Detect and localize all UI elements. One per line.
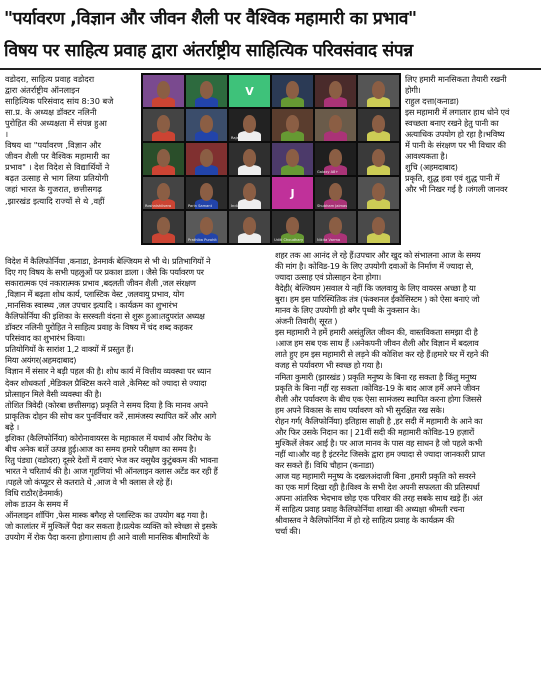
left-line: साहित्यिक परिसंवाद सांय 8:30 बजे <box>5 96 114 107</box>
participant-body <box>195 97 218 107</box>
participant-initial: J <box>290 186 295 200</box>
body-left-line: ,मानसिक स्वास्थ्य ,जल उपचार इत्यादि । कार्यक्रम का शुभारंभ <box>5 300 178 311</box>
participant-body <box>195 131 218 141</box>
body-right-line: नमिता कुमारी (झारखंड ) प्रकृति मनुष्य के बिना रह सकता है किंतु मनुष्य <box>275 371 477 382</box>
body-left-line: प्रोत्साहन मिले वैसी व्यवस्था की है। <box>5 388 102 399</box>
body-right-line: चर्चा की। <box>275 526 301 537</box>
participant-tile <box>358 211 399 243</box>
body-left-line: प्रतियोगियों के सारांश 1,2 वाक्यों में प्रस्तुत हैं। <box>5 344 134 355</box>
body-left-line: मिया अयंगर(अहमदाबाद) <box>5 355 77 366</box>
participant-face <box>200 115 214 133</box>
right-line: में पानी के संरक्षण पर भी विचार की <box>405 140 506 151</box>
participant-tile <box>272 211 313 243</box>
body-left-line: ,विज्ञान में बढ़ता शोध कार्य, प्लास्टिक वेस्ट ,जलवायु प्रभाव, योग <box>5 289 184 300</box>
body-left-line: बीच अनेक बातें उत्पन्न हुई।आज का समय हमारे परीक्षण का समय है। <box>5 443 197 454</box>
body-right-line: की मांग है। कोविड-19 के लिए उपयोगी दवाओं के निर्माण में ज्यादा से, <box>275 261 474 272</box>
headline: "पर्यावरण ,विज्ञान और जीवन शैली पर वैश्विक महामारी का प्रभाव" <box>4 9 417 29</box>
participant-face <box>329 217 343 235</box>
participant-face <box>372 149 386 167</box>
body-right-line: वैदेही( बेल्जियम )सवाल ये नहीं कि जलवायु के लिए वायरस अच्छा है या <box>275 283 476 294</box>
participant-tile <box>143 177 184 209</box>
participant-face <box>200 217 214 235</box>
participant-tile <box>315 177 356 209</box>
body-left-line: तोशित त्रिवेदी (कोरबा छत्तीसगढ़) प्रकृति ने समय दिया है कि मानव अपने <box>5 399 208 410</box>
participant-tile <box>358 109 399 141</box>
body-right-line: अंजनी तिवारी( सूरत ) <box>275 316 338 327</box>
left-line: प्रभाव" । देश विदेश से विद्यार्थियों ने <box>5 162 110 173</box>
participant-body <box>324 131 347 141</box>
participant-body <box>281 165 304 175</box>
participant-face <box>372 115 386 133</box>
participant-tile <box>186 143 227 175</box>
participant-face <box>329 81 343 99</box>
left-line: जहां भारत के गुजरात, छत्तीसगढ़ <box>5 184 102 195</box>
body-left-line: ।पहले जो कंप्यूटर से कतराते थे ,आज वे भी क्लास ले रहे हैं। <box>5 476 173 487</box>
participant-face <box>157 149 171 167</box>
participant-tile <box>272 75 313 107</box>
participant-body <box>152 233 175 243</box>
left-line: ,झारखंड इत्यादि राज्यों से थे ,वहीं <box>5 195 105 206</box>
left-line: वडोदरा, साहित्य प्रवाह वडोदरा <box>5 74 95 84</box>
participant-face <box>157 183 171 201</box>
participant-face <box>157 115 171 133</box>
right-line: अत्याधिक उपयोग हो रहा है।भविष्य <box>405 129 505 140</box>
participant-face <box>243 115 257 133</box>
participant-face <box>286 81 300 99</box>
body-right-line: इस महामारी ने हमें हमारी असंतुलित जीवन की, वास्तविकता समझा दी है <box>275 327 478 338</box>
body-left-line: उपयोग में रोक पैदा करना होगा।साथ ही आने वाली मानसिक बीमारियों के <box>5 532 209 543</box>
participant-name: Uditi Choudhary <box>274 238 304 242</box>
right-line: लिए हमारी मानसिकता तैयारी रखनी <box>405 74 507 84</box>
body-right-line: नहीं था।और वह है इंटरनेट जिसके द्वारा हम ज्यादा से ज्यादा जानकारी प्राप्त <box>275 448 485 459</box>
right-line: राहुल दत्ता(कनाडा) <box>405 96 459 107</box>
left-column <box>5 74 138 207</box>
participant-body <box>152 97 175 107</box>
participant-face <box>372 183 386 201</box>
body-right-line: आज यह महामारी मनुष्य के दखलअंदाजी बिना ,हमारी प्रकृति को सवरने <box>275 470 476 481</box>
body-left-line: ऑनलाइन शॉपिंग ,फेस मास्क बगैरह से प्लास्टिक का उपयोग बढ़ गया है। <box>5 510 208 521</box>
body-right <box>275 250 537 537</box>
body-right-line: और फिर उसके निदान का | 21वीं सदी की महामारी कोविड-19 हज़ारों <box>275 426 474 437</box>
participant-body <box>152 131 175 141</box>
right-line: आवश्यकता है। <box>405 151 448 162</box>
participant-face <box>200 81 214 99</box>
left-line: । <box>5 129 9 140</box>
participant-tile <box>229 75 270 107</box>
right-line: शुचि (अहमदाबाद) <box>405 162 458 173</box>
participant-tile <box>229 211 270 243</box>
participant-tile <box>315 109 356 141</box>
body-left-line: इशिका (कैलिफोर्निया) कोरोनावायरस के महाकाल में यथार्थ और विरोध के <box>5 432 211 443</box>
participant-tile <box>272 177 313 209</box>
participant-tile <box>272 109 313 141</box>
body-right-line: अपना आंतरिक भेदभाव छोड़ एक परिवार की तरह सबके साथ खड़े हैं। अंत <box>275 493 483 504</box>
participant-face <box>329 115 343 133</box>
participant-face <box>372 217 386 235</box>
left-line: द्वारा अंतर्राष्ट्रीय ऑनलाइन <box>5 85 80 96</box>
participant-body <box>152 165 175 175</box>
participant-tile <box>186 211 227 243</box>
left-line: बढ़त उत्साह से भाग लिया प्रतियोगी <box>5 173 109 184</box>
participant-face <box>286 217 300 235</box>
right-column <box>405 74 538 196</box>
right-line: और भी निखर गई है ।जंगली जानवर <box>405 184 508 195</box>
body-left-line: दिए गए विषय के सभी पहलुओं पर प्रकाश डाला । जैसे कि पर्यावरण पर <box>5 267 204 278</box>
participant-body <box>367 165 390 175</box>
participant-tile <box>315 75 356 107</box>
participant-face <box>286 115 300 133</box>
body-left-line: प्राकृतिक दोहन की सोच कर पुनर्विचार करें ,सामंजस्य स्थापित करें और आगे <box>5 410 217 421</box>
participant-body <box>367 131 390 141</box>
body-left-line: विदेश में कैलिफोर्निया ,कनाडा, डेनमार्क बेल्जियम से भी थे। प्रतिभागियों ने <box>5 256 211 266</box>
participant-tile <box>186 109 227 141</box>
body-right-line: शहर तक आ आनंद ले रहे हैं।उपचार और खुद को संभालना आज के समय <box>275 250 481 260</box>
body-right-line: का एक मार्ग दिखा रही है।विश्व के सभी देश अपनी सफलता की प्रतिस्पर्धा <box>275 481 480 492</box>
body-left-line: परिसंवाद का शुभारंभ किया। <box>5 333 85 344</box>
video-conference-photo <box>141 73 401 245</box>
participant-body <box>195 165 218 175</box>
participant-tile <box>315 143 356 175</box>
subheadline: विषय पर साहित्य प्रवाह द्वारा अंतर्राष्ट्रीय साहित्यिक परिवसंवाद संपन्न <box>4 41 413 61</box>
participant-tile <box>143 211 184 243</box>
participant-face <box>286 149 300 167</box>
left-line: जीवन शैली पर वैश्विक महामारी का <box>5 151 110 162</box>
headline-divider <box>0 68 541 70</box>
participant-name: Galaxy A8+ <box>317 170 339 174</box>
body-right-line: मानव के लिए उपयोगी हो बगैर पृथ्वी के नुकसान के। <box>275 305 420 316</box>
participant-face <box>243 183 257 201</box>
participant-body <box>281 97 304 107</box>
participant-name: Rajesh <box>231 136 243 140</box>
body-right-line: मुश्किलें लेकर आई है। पर आज मानव के पास वह साधन है जो पहले कभी <box>275 437 482 448</box>
right-line: स्वच्छता बनाए रखने हेतु पानी का <box>405 118 499 129</box>
participant-tile <box>229 109 270 141</box>
participant-name: Prathiba Purohit <box>188 238 217 242</box>
participant-body <box>367 233 390 243</box>
participant-tile <box>229 177 270 209</box>
participant-name: Parin Samant <box>188 204 212 208</box>
participant-tile <box>358 177 399 209</box>
body-left-line: रितु पंड्या (वडोदरा) दूसरे देशों में दवाएं भेज कर वसुधैव कुटुंबकम की भावना <box>5 454 218 465</box>
participant-face <box>243 217 257 235</box>
participant-name: Roshnishilvera <box>145 204 172 208</box>
body-right-line: बुरा। हम इस पारिस्थितिक तंत्र (फंक्शनल ईकोसिस्टम ) को ऐसा बनाएं जो <box>275 294 480 305</box>
participant-tile <box>358 143 399 175</box>
participant-face <box>329 149 343 167</box>
participant-body <box>367 97 390 107</box>
participant-face <box>329 183 343 201</box>
participant-name: India Garg <box>231 204 250 208</box>
participant-tile <box>272 143 313 175</box>
participant-body <box>238 165 261 175</box>
body-left-line: कैलिफोर्निया की इशिका के सरस्वती वंदना से शुरू हुआ।तदुपरांत अध्यक्ष <box>5 311 205 322</box>
left-line: विषय था "पर्यावरण ,विज्ञान और <box>5 140 101 151</box>
body-left <box>5 256 275 543</box>
body-right-line: ज्यादा उत्साह एवं प्रोत्साहन देना होगा। <box>275 272 381 283</box>
left-line: सा.प्र. के अध्यक्ष डॉक्टर नलिनी <box>5 107 97 118</box>
participant-face <box>157 81 171 99</box>
participant-tile <box>358 75 399 107</box>
participant-face <box>372 81 386 99</box>
body-right-line: प्रकृति के बिना नहीं रह सकता ।कोविड-19 के बाद आज हमें अपने जीवन <box>275 382 480 393</box>
participant-tile <box>143 109 184 141</box>
right-line: इस महामारी में लगातार हाथ धोने एवं <box>405 107 510 118</box>
participant-tile <box>186 177 227 209</box>
participant-name: Shubham Jaimas <box>317 204 348 208</box>
body-left-line: डॉक्टर नलिनी पुरोहित ने साहित्य प्रवाह के विषय में चंद शब्द कहकर <box>5 322 193 333</box>
right-line: होगी। <box>405 85 421 96</box>
participant-face <box>200 183 214 201</box>
body-right-line: कर सकते हैं। विधि चौहान (कनाडा) <box>275 459 375 470</box>
participant-face <box>200 149 214 167</box>
participant-body <box>238 233 261 243</box>
participant-body <box>324 97 347 107</box>
participant-face <box>157 217 171 235</box>
participant-tile <box>143 75 184 107</box>
body-left-line: विधि राठौर(डेनमार्क) <box>5 487 63 498</box>
participant-initial: V <box>245 84 254 98</box>
right-line: प्रकृति, शुद्ध हवा एवं शुद्ध पानी में <box>405 173 500 184</box>
body-left-line: देकर शोधकर्ता ,मेडिकल प्रैक्टिस करने वाले ,केमिस्ट को ज्यादा से ज्यादा <box>5 377 207 388</box>
participant-tile <box>229 143 270 175</box>
participant-tile <box>315 211 356 243</box>
body-right-line: लाते हुए हम इस महामारी से लड़ने की कोशिश कर रहे हैं।हमारे घर में रहने की <box>275 349 489 360</box>
participant-name: Nikita Varma <box>317 238 341 242</box>
body-left-line: सकारात्मक एवं नकारात्मक प्रभाव ,बदलती जीवन शैली ,जल संरक्षण <box>5 278 196 289</box>
body-right-line: श्रीवास्तव ने कैलिफोर्निया में हो रहे साहित्य प्रवाह के कार्यक्रम की <box>275 515 455 526</box>
participant-tile <box>143 143 184 175</box>
body-right-line: वजह से पर्यावरण भी स्वच्छ हो गया है। <box>275 360 383 371</box>
body-right-line: शैली और पर्यावरण के बीच एक ऐसा सामंजस्य स्थापित करना होगा जिससे <box>275 393 482 404</box>
participant-face <box>243 149 257 167</box>
body-left-line: लोक डाउन के समय में <box>5 499 68 510</box>
body-right-line: में साहित्य प्रवाह प्रवाह कैलिफोर्निया शाखा की अध्यक्षा श्रीमती रचना <box>275 504 465 515</box>
body-right-line: हम अपने विकास के साथ पर्यावरण को भी सुरक्षित रख सके। <box>275 404 445 415</box>
body-left-line: भारत ने चरितार्थ की है। आज गृहणियां भी ऑनलाइन क्लास अटेंड कर रही हैं <box>5 465 218 476</box>
participant-body <box>281 131 304 141</box>
body-right-line: ।आज हम सब एक साथ हैं ।अनेकपनी जीवन शैली और विज्ञान में बदलाव <box>275 338 479 349</box>
body-left-line: जो कालांतर में मुश्किलें पैदा कर सकता है।प्रत्येक व्यक्ति को स्वेच्छा से इसके <box>5 521 217 532</box>
body-left-line: विज्ञान में संसार ने बड़ी पहल की है। शोध कार्य में वित्तीय व्यवस्था पर ध्यान <box>5 366 211 377</box>
participant-tile <box>186 75 227 107</box>
participant-body <box>367 199 390 209</box>
body-left-line: बढ़े । <box>5 421 19 432</box>
body-right-line: रोहन गर्ग( कैलिफोर्निया) इतिहास साक्षी है ,हर सदी में महामारी के आने का <box>275 415 483 426</box>
left-line: पुरोहित की अध्यक्षता में संपन्न हुआ <box>5 118 107 129</box>
